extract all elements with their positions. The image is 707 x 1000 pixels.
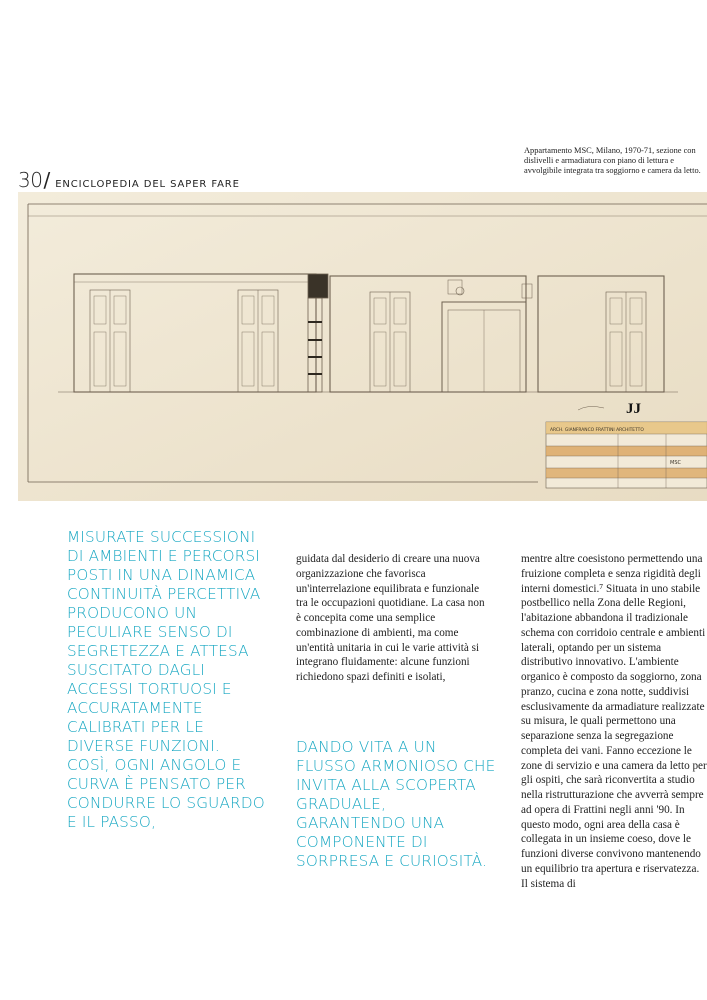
architectural-drawing	[18, 192, 707, 501]
pull-quote-main: MISURATE SUCCESSIONI DI AMBIENTI E PERCORSI POSTI IN UNA DINAMICA CONTINUITÀ PERCETTIVA PRODUCONO UN PECULIARE SENSO DI SEGRETEZZA E ATTESA SUSCITATO DAGLI ACCESSI TORTUOSI E ACCURATAMENTE CALIBRATI PER LE DIVERSE FUNZIONI. COSÌ, OGNI ANGOLO E CURVA È PENSATO PER CONDURRE LO SGUARDO E IL PASSO,	[67, 528, 265, 831]
body-text-right-column: mentre altre coesistono permettendo una fruizione completa e senza rigidità degli interni domestici.⁷ Situata in uno stabile postbellico nella Zona delle Regioni, l'abitazione abbandona il tradizionale schema con corridoio centrale e ambienti laterali, optando per un sistema distributivo innovativo. L'ambiente organico è composto da soggiorno, zona pranzo, cucina e zona notte, suddivisi esclusivamente da armadiature realizzate su misura, le quali permettono una separazione senza la segregazione completa dei vani. Fanno eccezione le zone di servizio e una camera da letto per gli ospiti, che sarà riconvertita a studio nella ristrutturazione che avverrà sempre ad opera di Frattini negli anni '90. In questo modo, ogni area della casa è collegata in un insieme coeso, dove le funzioni diverse convivono mantenendo un equilibrio tra apertura e riservatezza. Il sistema di	[521, 553, 707, 890]
figure-caption: Appartamento MSC, Milano, 1970-71, sezione con dislivelli e armadiatura con piano di lettura e avvolgibile integrata tra soggiorno e camera da letto.	[524, 146, 701, 175]
title-block-header: ARCH. GIANFRANCO FRATTINI ARCHITETTO	[550, 428, 644, 433]
title-block	[546, 422, 707, 488]
section-title: ENCICLOPEDIA DEL SAPER FARE	[55, 179, 240, 190]
page-number: 30	[18, 168, 43, 192]
body-text-middle-column: guidata dal desiderio di creare una nuova organizzazione che favorisca un'interrelazione equilibrata e funzionale tra le occupazioni quotidiane. La casa non è concepita come una semplice combinazione di ambienti, ma come un'entità unitaria in cui le varie attività si integrano fluidamente: alcune funzioni richiedono spazi definiti e isolati,	[296, 553, 485, 683]
running-header	[18, 168, 240, 192]
header-separator: /	[43, 168, 51, 192]
pull-quote-secondary: DANDO VITA A UN FLUSSO ARMONIOSO CHE INVITA ALLA SCOPERTA GRADUALE, GARANTENDO UNA COMPONENTE DI SORPRESA E CURIOSITÀ.	[296, 738, 496, 870]
title-block-stamp: MSC	[670, 460, 681, 466]
drawing-monogram: JJ	[626, 401, 641, 417]
section-drawing-svg	[18, 192, 707, 501]
